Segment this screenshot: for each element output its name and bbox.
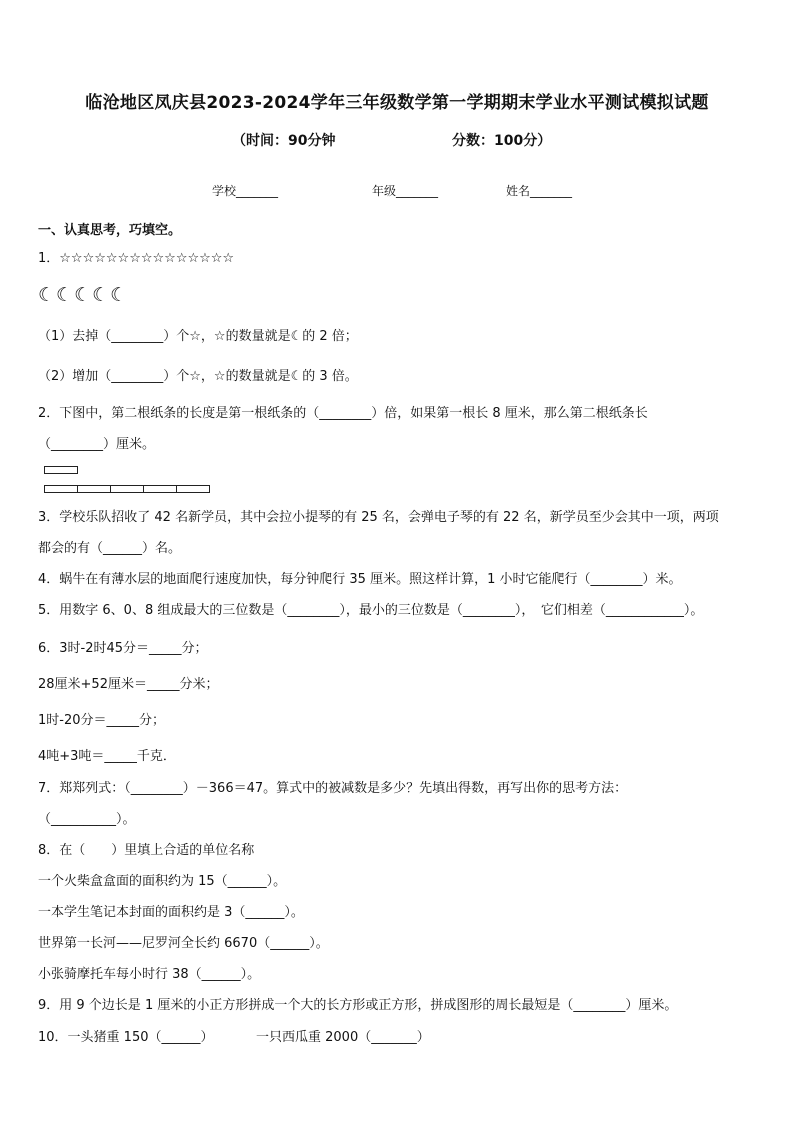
exam-score: 分数：100分） — [452, 133, 552, 149]
q6-b: 28厘米+52厘米＝_____分米； — [38, 677, 219, 692]
strip-two-segment — [44, 485, 78, 493]
exam-time: （时间：90分钟 — [232, 133, 336, 149]
name-field: 姓名_______ — [506, 184, 573, 198]
q6-c: 1时-20分＝_____分； — [38, 713, 166, 728]
strip-two-segment — [143, 485, 177, 493]
q10-a: 10．一头猪重 150（______） — [38, 1030, 214, 1045]
q9: 9．用 9 个边长是 1 厘米的小正方形拼成一个大的长方形或正方形，拼成图形的周长最短是（________）厘米。 — [38, 998, 678, 1013]
section-heading: 一、认真思考，巧填空。 — [38, 223, 182, 238]
strip-two-segment — [110, 485, 144, 493]
q1-part1: （1）去掉（________）个☆，☆的数量就是☾的 2 倍； — [38, 329, 358, 344]
page-title: 临沧地区凤庆县2023-2024学年三年级数学第一学期期末学业水平测试模拟试题 — [85, 93, 709, 113]
q8-b: 一本学生笔记本封面的面积约是 3（______）。 — [38, 905, 304, 920]
q8-d: 小张骑摩托车每小时行 38（______）。 — [38, 967, 261, 982]
q8-a: 一个火柴盒盒面的面积约为 15（______）。 — [38, 874, 287, 889]
strip-one — [44, 466, 78, 474]
q3-line1: 3．学校乐队招收了 42 名新学员，其中会拉小提琴的有 25 名，会弹电子琴的有 22 名，新学员至少会其中一项，两项 — [38, 510, 719, 525]
q1-stars: 1．☆☆☆☆☆☆☆☆☆☆☆☆☆☆☆ — [38, 251, 235, 266]
q8-head: 8．在（ ）里填上合适的单位名称 — [38, 843, 255, 858]
q6-d: 4吨+3吨＝_____千克． — [38, 749, 176, 764]
q6-a: 6．3时-2时45分＝_____分； — [38, 641, 208, 656]
q2-line2: （________）厘米。 — [38, 437, 156, 452]
q8-c: 世界第一长河——尼罗河全长约 6670（______）。 — [38, 936, 329, 951]
q4: 4．蜗牛在有薄水层的地面爬行速度加快，每分钟爬行 35 厘米。照这样计算，1 小时它能爬行（________）米。 — [38, 572, 682, 587]
strip-two-segment — [176, 485, 210, 493]
moon-icons: ☾☾☾☾☾ — [38, 284, 129, 306]
q7-line2: （__________）。 — [38, 812, 136, 827]
grade-field: 年级_______ — [372, 184, 439, 198]
q1-part2: （2）增加（________）个☆，☆的数量就是☾的 3 倍。 — [38, 369, 358, 384]
strip-two-segment — [77, 485, 111, 493]
q2-line1: 2．下图中，第二根纸条的长度是第一根纸条的（________）倍，如果第一根长 8 厘米，那么第二根纸条长 — [38, 406, 648, 421]
q3-line2: 都会的有（______）名。 — [38, 541, 182, 556]
q5: 5．用数字 6、0、8 组成最大的三位数是（________），最小的三位数是（________）， 它们相差（____________）。 — [38, 603, 704, 618]
school-field: 学校_______ — [212, 184, 279, 198]
q10-b: 一只西瓜重 2000（_______） — [256, 1030, 430, 1045]
q7-line1: 7．郑郑列式：（________）－366＝47。算式中的被减数是多少？先填出得数，再写出你的思考方法： — [38, 781, 628, 796]
